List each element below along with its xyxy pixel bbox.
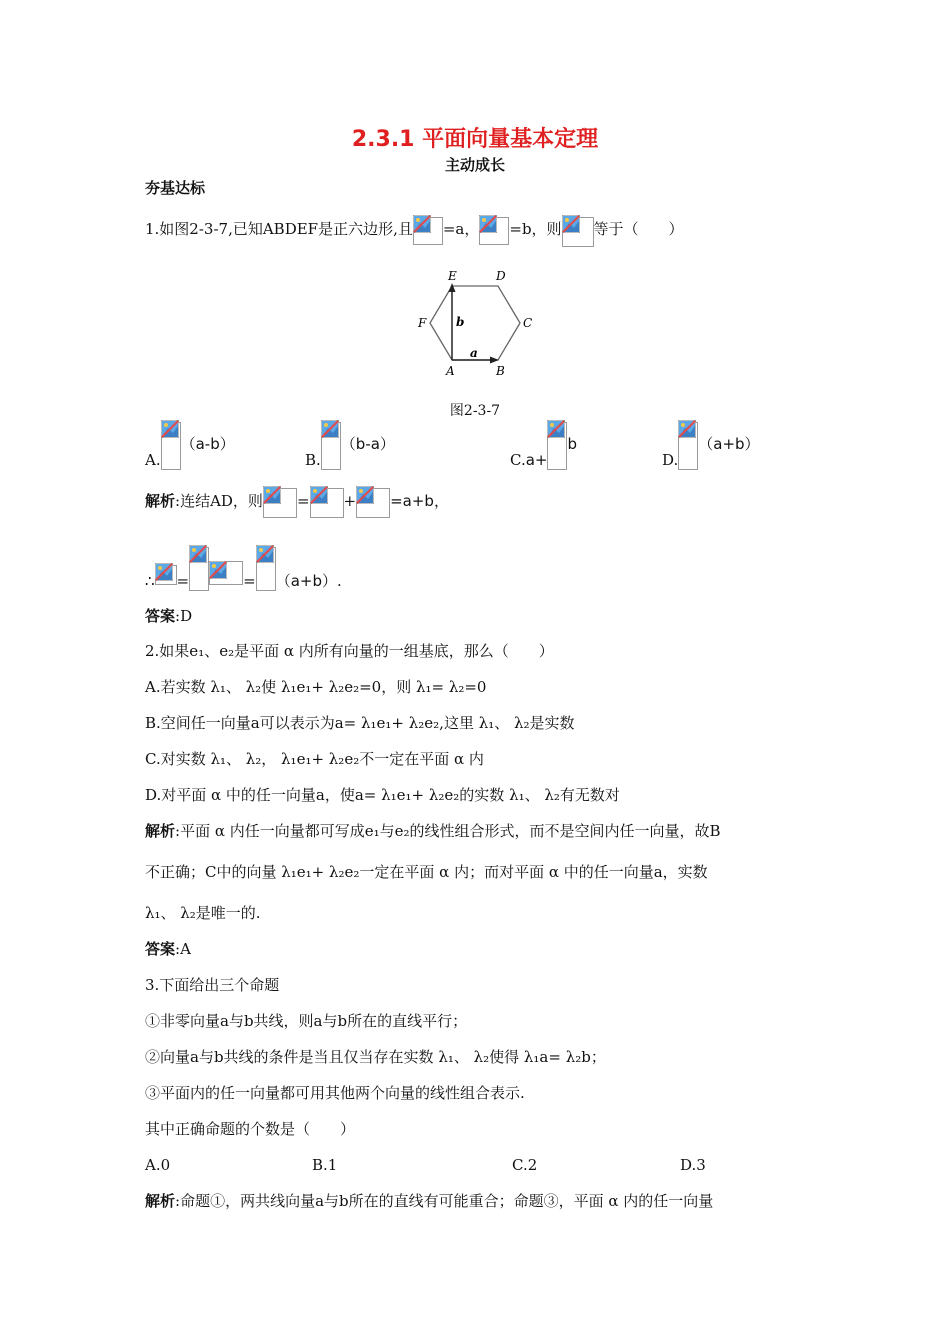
q2-stem: 2.如果e₁、e₂是平面 α 内所有向量的一组基底，那么（ ） [145, 642, 554, 660]
q1-option-a: A. （a-b） [145, 420, 235, 470]
q1-analysis-line2: ∴ = = （a+b）. [145, 545, 342, 591]
label-d: D [496, 269, 506, 283]
q3-proposition-2: ②向量a与b共线的条件是当且仅当存在实数 λ₁、 λ₂使得 λ₁a= λ₂b； [145, 1048, 606, 1066]
vector-image-icon [562, 215, 594, 245]
fraction-image-icon [189, 545, 209, 591]
q2-option-d: D.对平面 α 中的任一向量a，使a= λ₁e₁+ λ₂e₂的实数 λ₁、 λ₂有无数对 [145, 786, 620, 804]
q2-analysis-line3: λ₁、 λ₂是唯一的. [145, 904, 261, 922]
q1-option-d: D. （a+b） [662, 420, 760, 470]
label-b: B [496, 364, 505, 378]
vector-image-icon [209, 551, 243, 585]
q3-option-b: B.1 [312, 1156, 338, 1174]
label-vec-b: b [456, 315, 465, 329]
q3-option-d: D.3 [680, 1156, 706, 1174]
fraction-image-icon [547, 420, 567, 470]
q2-analysis-line1: 解析:平面 α 内任一向量都可写成e₁与e₂的线性组合形式，而不是空间内任一向量，故B [145, 822, 721, 840]
label-c: C [523, 316, 533, 330]
page-title: 2.3.1 平面向量基本定理 [351, 127, 599, 152]
label-a: A [446, 364, 455, 378]
label-vec-a: a [470, 346, 478, 360]
q3-proposition-1: ①非零向量a与b共线，则a与b所在的直线平行； [145, 1012, 468, 1030]
q1-stem: 1.如图2-3-7,已知ABDEF是正六边形,且 =a， =b，则 等于（ ） [145, 215, 684, 245]
section-heading: 夯基达标 [145, 179, 206, 197]
vector-image-icon [155, 551, 177, 585]
fraction-image-icon [256, 545, 276, 591]
hexagon-figure [410, 265, 540, 380]
label-f: F [418, 316, 427, 330]
label-e: E [448, 269, 457, 283]
q1-answer: 答案:D [145, 607, 193, 625]
q3-proposition-3: ③平面内的任一向量都可用其他两个向量的线性组合表示. [145, 1084, 525, 1102]
vector-image-icon [479, 215, 509, 245]
fraction-image-icon [161, 420, 181, 470]
q1-option-b: B. （b-a） [305, 420, 395, 470]
vector-image-icon [356, 486, 390, 518]
page-subtitle: 主动成长 [444, 156, 505, 174]
q3-analysis-line1: 解析:命题①，两共线向量a与b所在的直线有可能重合；命题③，平面 α 内的任一向量 [145, 1192, 714, 1210]
q2-answer: 答案:A [145, 940, 191, 958]
figure-caption: 图2-3-7 [449, 403, 501, 419]
q2-option-c: C.对实数 λ₁、 λ₂， λ₁e₁+ λ₂e₂不一定在平面 α 内 [145, 750, 484, 768]
q3-question: 其中正确命题的个数是（ ） [145, 1120, 356, 1138]
vector-image-icon [413, 215, 443, 245]
q2-option-a: A.若实数 λ₁、 λ₂使 λ₁e₁+ λ₂e₂=0，则 λ₁= λ₂=0 [145, 678, 487, 696]
vector-image-icon [310, 486, 344, 518]
vector-image-icon [263, 486, 297, 518]
q1-option-c: C.a+ b [510, 420, 577, 470]
q2-option-b: B.空间任一向量a可以表示为a= λ₁e₁+ λ₂e₂,这里 λ₁、 λ₂是实数 [145, 714, 575, 732]
q1-stem-text: 1.如图2-3-7,已知ABDEF是正六边形,且 [145, 220, 413, 238]
q1-analysis-line1: 解析:连结AD，则 = + =a+b， [145, 486, 449, 518]
fraction-image-icon [678, 420, 698, 470]
q3-option-a: A.0 [145, 1156, 171, 1174]
q3-stem: 3.下面给出三个命题 [145, 976, 280, 994]
q2-analysis-line2: 不正确；C中的向量 λ₁e₁+ λ₂e₂一定在平面 α 内；而对平面 α 中的任一向量a，实数 [145, 863, 708, 881]
q3-option-c: C.2 [512, 1156, 538, 1174]
fraction-image-icon [321, 420, 341, 470]
